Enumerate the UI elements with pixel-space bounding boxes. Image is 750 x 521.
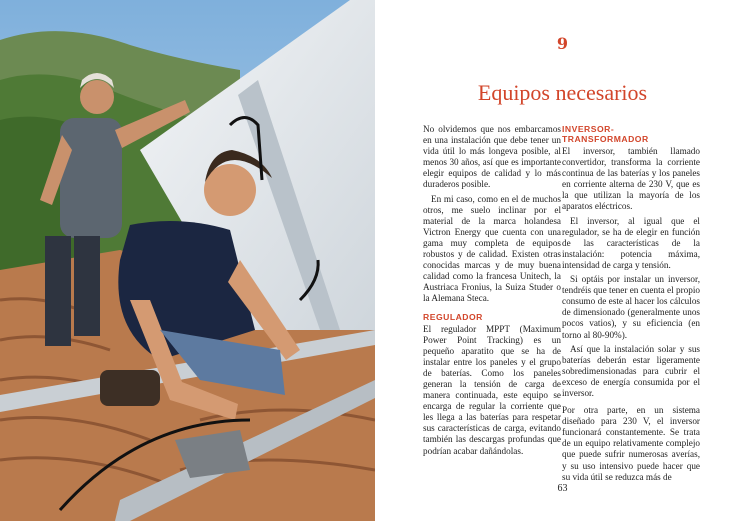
paragraph: Si optáis por instalar un inversor, tendréis que tener en cuenta el propio consumo de este al hacer los cálculos de dimensionado (generalmente unos pocos vatios), y su eficiencia (en torno al 80-90%). bbox=[562, 274, 700, 340]
paragraph: Por otra parte, en un sistema diseñado para 230 V, el inversor funcionará constantemente. Se trata de un equipo relativamente complejo que puede sufrir numerosas averías, y su uso intensivo puede hacer que su vida útil se reduzca más de bbox=[562, 405, 700, 482]
paragraph: El inversor, también llamado convertidor, transforma la corriente continua de las baterías y los paneles en corriente alterna de 230 V, que es la que utilizan la mayoría de los aparatos eléctricos. bbox=[562, 146, 700, 212]
paragraph: Así que la instalación solar y sus baterías deberán estar ligeramente sobredimensionadas para cubrir el exceso de energía consumida por el inversor. bbox=[562, 343, 700, 398]
section-heading-regulador: REGULADOR bbox=[423, 311, 483, 322]
heading-line: TRANSFORMADOR bbox=[562, 134, 649, 144]
section-heading-inversor bbox=[562, 124, 700, 144]
paragraph: No olvidemos que nos embarcamos en una instalación que debe tener un vida útil lo más longeva posible, al menos 30 años, así que es importante elegir equipos de calidad y lo más duraderos posible. bbox=[423, 124, 561, 190]
page-number: 63 bbox=[557, 483, 568, 494]
paragraph: El inversor, al igual que el regulador, se ha de elegir en función de las características de la instalación: potencia máxima, intensidad de carga y tensión. bbox=[562, 215, 700, 270]
chapter-number: 9 bbox=[556, 34, 569, 53]
text-column-right bbox=[562, 124, 700, 486]
paragraph: El regulador MPPT (Maximum Power Point Tracking) es un pequeño aparatito que se ha de instalar entre los paneles y el grupo de baterías. Como los paneles generan la tensión de carga de manera continuada, este equipo se encarga de regular la corriente que les llega a las baterías para respetar sus características de carga, evitando también las descargas profundas que podrían acabar dañándolas. bbox=[423, 323, 561, 456]
heading-line: INVERSOR- bbox=[562, 124, 615, 134]
chapter-title: Equipos necesarios bbox=[477, 80, 648, 105]
paragraph: En mi caso, como en el de muchos otros, me suelo inclinar por el material de la marca holandesa Victron Energy que cuenta con una gama muy completa de equipos robustos y de calidad. Existen otras conocidas marcas y de muy buena calidad como la francesa Unitech, la Austriaca Fronius, la Suiza Studer o la Alemana Steca. bbox=[423, 193, 561, 304]
text-column-left bbox=[423, 124, 561, 460]
text-page bbox=[375, 0, 750, 521]
